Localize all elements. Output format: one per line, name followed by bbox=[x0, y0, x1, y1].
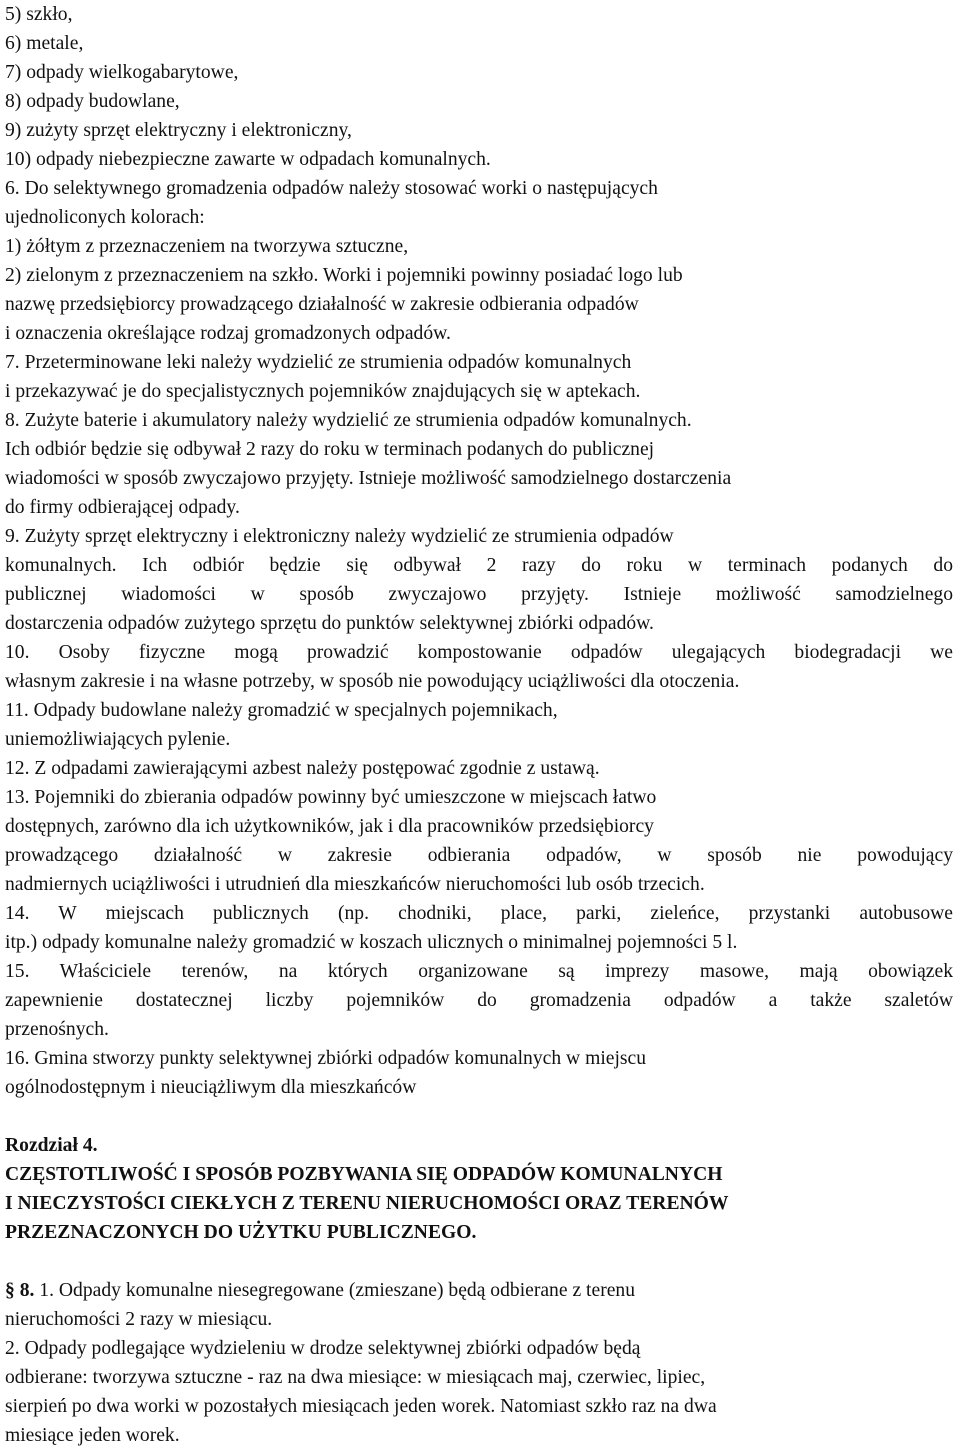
text-line: odbierane: tworzywa sztuczne - raz na dwa miesiące: w miesiącach maj, czerwiec, lipiec, bbox=[5, 1367, 706, 1388]
chapter-title-line: I NIECZYSTOŚCI CIEKŁYCH Z TERENU NIERUCHOMOŚCI ORAZ TERENÓW bbox=[5, 1193, 729, 1214]
text-line: prowadzącego działalność w zakresie odbierania odpadów, w sposób nie powodujący bbox=[5, 845, 953, 866]
text-line: sierpień po dwa worki w pozostałych miesiącach jeden worek. Natomiast szkło raz na dwa bbox=[5, 1396, 717, 1417]
text-line: publicznej wiadomości w sposób zwyczajowo przyjęty. Istnieje możliwość samodzielnego bbox=[5, 584, 953, 605]
chapter-title-line: CZĘSTOTLIWOŚĆ I SPOSÓB POZBYWANIA SIĘ ODPADÓW KOMUNALNYCH bbox=[5, 1164, 723, 1185]
text-line: dostarczenia odpadów zużytego sprzętu do punktów selektywnej zbiórki odpadów. bbox=[5, 613, 654, 634]
text-line: 16. Gmina stworzy punkty selektywnej zbiórki odpadów komunalnych w miejscu bbox=[5, 1048, 647, 1069]
text-line: i przekazywać je do specjalistycznych pojemników znajdujących się w aptekach. bbox=[5, 381, 641, 402]
section-sign: § 8. bbox=[5, 1280, 35, 1301]
text-line: itp.) odpady komunalne należy gromadzić w koszach ulicznych o minimalnej pojemności 5 l. bbox=[5, 932, 738, 953]
text-line: 8) odpady budowlane, bbox=[5, 91, 180, 112]
text-line: wiadomości w sposób zwyczajowo przyjęty. Istnieje możliwość samodzielnego dostarczenia bbox=[5, 468, 732, 489]
text-line: 9. Zużyty sprzęt elektryczny i elektroniczny należy wydzielić ze strumienia odpadów bbox=[5, 526, 674, 547]
text-line: ogólnodostępnym i nieuciążliwym dla mieszkańców bbox=[5, 1077, 417, 1098]
text-line: 11. Odpady budowlane należy gromadzić w specjalnych pojemnikach, bbox=[5, 700, 558, 721]
text-line: nazwę przedsiębiorcy prowadzącego działalność w zakresie odbierania odpadów bbox=[5, 294, 639, 315]
text-line: ujednoliconych kolorach: bbox=[5, 207, 205, 228]
section-text: 1. Odpady komunalne niesegregowane (zmieszane) będą odbierane z terenu bbox=[34, 1280, 636, 1301]
text-line: 5) szkło, bbox=[5, 4, 73, 25]
text-line: 6) metale, bbox=[5, 33, 84, 54]
section-first-line bbox=[5, 1276, 953, 1305]
text-line: nadmiernych uciążliwości i utrudnień dla mieszkańców nieruchomości lub osób trzecich. bbox=[5, 874, 705, 895]
text-line: zapewnienie dostatecznej liczby pojemników do gromadzenia odpadów a także szaletów bbox=[5, 990, 953, 1011]
text-line: 1) żółtym z przeznaczeniem na tworzywa sztuczne, bbox=[5, 236, 409, 257]
chapter-label: Rozdział 4. bbox=[5, 1135, 98, 1156]
text-line: 13. Pojemniki do zbierania odpadów powinny być umieszczone w miejscach łatwo bbox=[5, 787, 657, 808]
text-line: własnym zakresie i na własne potrzeby, w sposób nie powodujący uciążliwości dla otoczenia. bbox=[5, 671, 740, 692]
text-line: uniemożliwiających pylenie. bbox=[5, 729, 231, 750]
text-line: komunalnych. Ich odbiór będzie się odbywał 2 razy do roku w terminach podanych do bbox=[5, 555, 953, 576]
document-body bbox=[5, 0, 953, 1450]
text-line: 6. Do selektywnego gromadzenia odpadów należy stosować worki o następujących bbox=[5, 178, 658, 199]
text-line: 7) odpady wielkogabarytowe, bbox=[5, 62, 239, 83]
text-line: 14. W miejscach publicznych (np. chodniki, place, parki, zieleńce, przystanki autobusowe bbox=[5, 903, 953, 924]
text-line: Ich odbiór będzie się odbywał 2 razy do roku w terminach podanych do publicznej bbox=[5, 439, 655, 460]
text-line: 10. Osoby fizyczne mogą prowadzić kompostowanie odpadów ulegających biodegradacji we bbox=[5, 642, 953, 663]
spacer bbox=[5, 1102, 953, 1131]
text-line: 7. Przeterminowane leki należy wydzielić ze strumienia odpadów komunalnych bbox=[5, 352, 632, 373]
text-line: 10) odpady niebezpieczne zawarte w odpadach komunalnych. bbox=[5, 149, 491, 170]
text-line: i oznaczenia określające rodzaj gromadzonych odpadów. bbox=[5, 323, 451, 344]
text-line: do firmy odbierającej odpady. bbox=[5, 497, 240, 518]
text-line: miesiące jeden worek. bbox=[5, 1425, 180, 1446]
text-line: dostępnych, zarówno dla ich użytkowników, jak i dla pracowników przedsiębiorcy bbox=[5, 816, 654, 837]
text-line: 9) zużyty sprzęt elektryczny i elektroniczny, bbox=[5, 120, 352, 141]
chapter-title-line: PRZEZNACZONYCH DO UŻYTKU PUBLICZNEGO. bbox=[5, 1222, 477, 1243]
text-line: przenośnych. bbox=[5, 1019, 109, 1040]
text-line: 8. Zużyte baterie i akumulatory należy wydzielić ze strumienia odpadów komunalnych. bbox=[5, 410, 692, 431]
text-line: 15. Właściciele terenów, na których organizowane są imprezy masowe, mają obowiązek bbox=[5, 961, 953, 982]
text-line: nieruchomości 2 razy w miesiącu. bbox=[5, 1309, 273, 1330]
text-line: 2) zielonym z przeznaczeniem na szkło. Worki i pojemniki powinny posiadać logo lub bbox=[5, 265, 683, 286]
spacer bbox=[5, 1247, 953, 1276]
text-line: 2. Odpady podlegające wydzieleniu w drodze selektywnej zbiórki odpadów będą bbox=[5, 1338, 641, 1359]
text-line: 12. Z odpadami zawierającymi azbest należy postępować zgodnie z ustawą. bbox=[5, 758, 600, 779]
